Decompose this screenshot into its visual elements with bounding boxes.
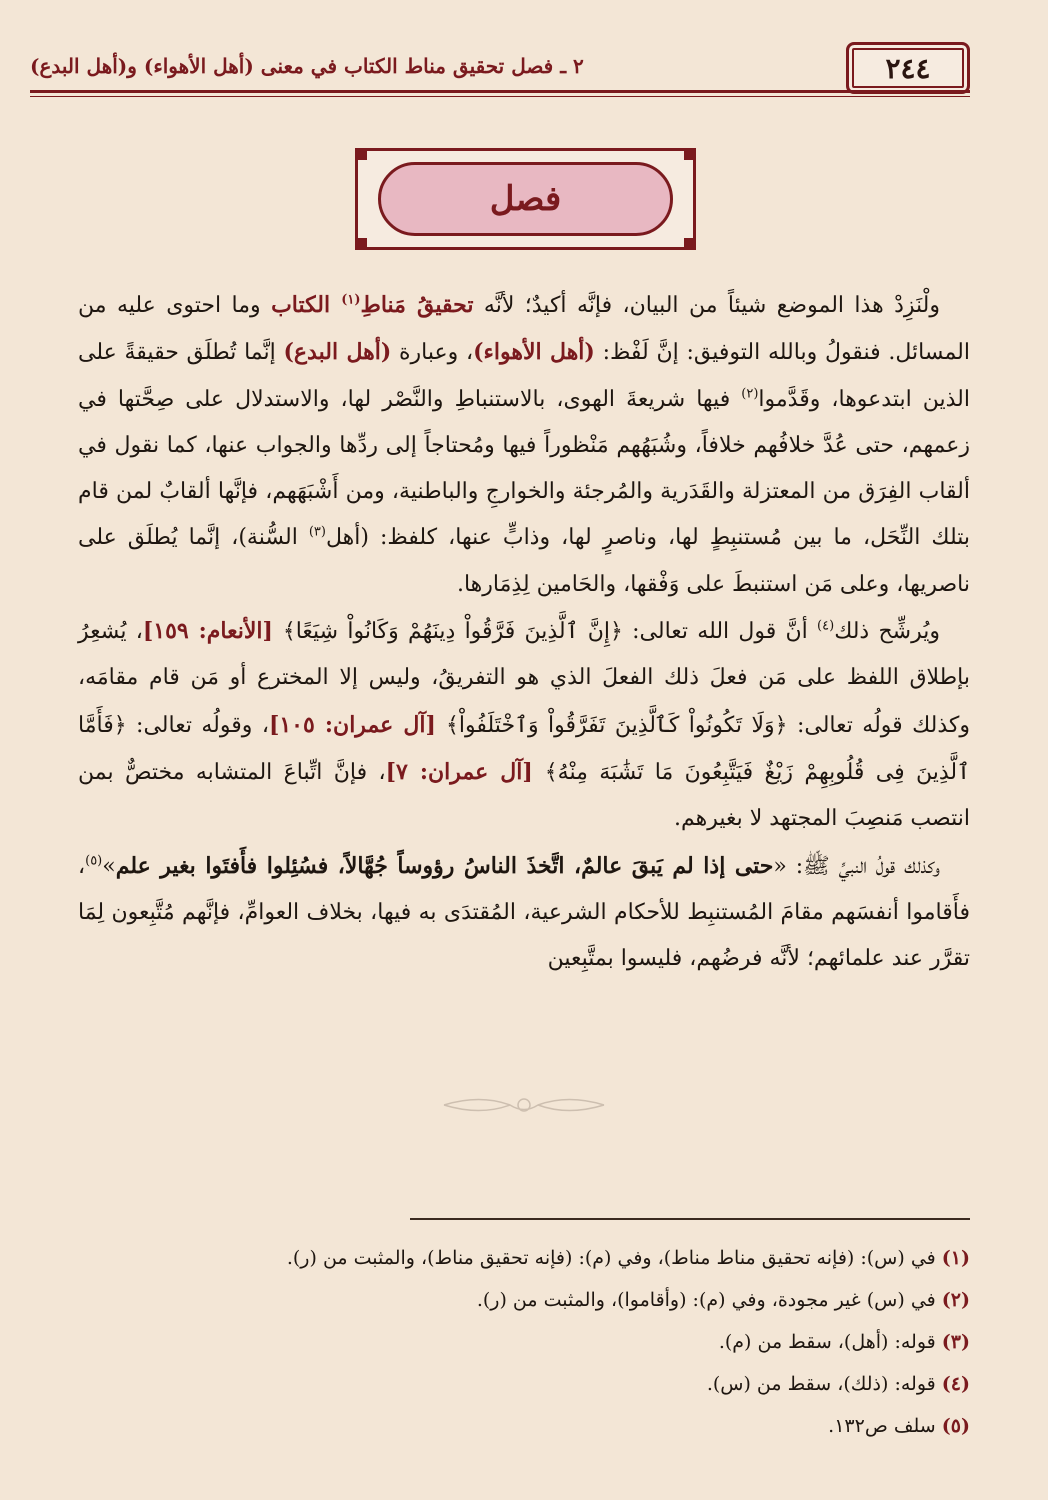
banner-corner: [684, 238, 696, 250]
text-run: إنَّما تُطلَق حقيقةً على الذين ابتدعوها، وقَدَّموا: [78, 340, 970, 412]
ornament-divider-icon: [440, 1090, 608, 1120]
banner-corner: [355, 148, 367, 160]
verse-reference: [الأنعام: ١٥٩]: [142, 618, 283, 645]
footnote: [78, 1405, 970, 1447]
paragraph-2: [78, 608, 970, 842]
footnote-text: في (س): (فإنه تحقيق مناط مناط)، وفي (م): (فإنه تحقيق مناط)، والمثبت من (ر).: [286, 1247, 942, 1269]
footnote-text: في (س) غير مجودة، وفي (م): (وأقاموا)، والمثبت من (ر).: [476, 1289, 942, 1311]
paragraph-1: [78, 282, 970, 608]
key-term: (أهل الأهواء): [473, 339, 595, 366]
banner-corner: [355, 238, 367, 250]
section-banner: [355, 148, 696, 250]
footnote-number: (٢): [941, 1289, 970, 1311]
text-run: وما احتوى عليه من المسائل. فنقولُ وبالله التوفيق: إنَّ لَفْظ:: [78, 293, 970, 366]
text-run: ، وقولُه تعالى:: [126, 712, 269, 738]
text-run: السُّنة)، إنَّما يُطلَق على ناصريها، وعلى مَن استنبطَ على وَفْقها، والحَامين لِذِمَارها.: [78, 525, 970, 597]
text-run: ويُرشِّح ذلك: [834, 619, 940, 645]
footnote-number: (١): [941, 1247, 970, 1269]
footnote-ref: (٥): [85, 853, 103, 869]
banner-corner: [684, 148, 696, 160]
key-term: الكتاب: [271, 292, 342, 318]
footnote-ref: (٣): [308, 525, 326, 541]
footnote-text: قوله: (ذلك)، سقط من (س).: [706, 1373, 942, 1395]
footnotes: [78, 1237, 970, 1447]
key-term: (أهل البدع): [283, 339, 392, 366]
footnote-separator: [410, 1218, 970, 1220]
footnote-number: (٥): [941, 1415, 970, 1437]
page-number: ٢٤٤: [846, 42, 970, 94]
header-rule-thin: [30, 96, 970, 97]
running-title: ٢ ـ فصل تحقيق مناط الكتاب في معنى (أهل الأهواء) و(أهل البدع): [30, 54, 584, 78]
verse-reference: [آل عمران: ٧]: [385, 758, 545, 785]
footnote-ref: (٤): [817, 618, 835, 634]
footnote: [78, 1279, 970, 1321]
footnote-text: سلف ص١٣٢.: [828, 1415, 942, 1437]
quran-verse: ﴿إِنَّ ٱلَّذِينَ فَرَّقُواْ دِينَهُمْ وَكَانُواْ شِيَعًا﴾: [282, 619, 623, 645]
footnote-number: (٣): [941, 1331, 970, 1353]
footnote-text: قوله: (أهل)، سقط من (م).: [718, 1331, 942, 1353]
text-run: ، فإنَّ اتِّباعَ المتشابه مختصٌّ بمن انتصب مَنصِبَ المجتهد لا بغيرهم.: [78, 759, 970, 832]
footnote: [78, 1363, 970, 1405]
text-run: ، يُشعِرُ بإطلاق اللفظ على مَن فعلَ ذلك الفعلَ الذي هو التفريقُ، وليس إلا المخترع أو مَن قام مقامَه، وكذلك قولُه تعالى:: [78, 619, 971, 738]
key-term: تحقيقُ مَناطِ: [360, 292, 474, 318]
body-text: [78, 282, 970, 982]
text-run: ، وعبارة: [391, 340, 474, 366]
section-title: فصل: [378, 162, 673, 236]
quran-verse: ﴿فَأَمَّا ٱلَّذِينَ فِى قُلُوبِهِمْ زَيْغٌ فَيَتَّبِعُونَ مَا تَشَٰبَهَ مِنْهُ﴾: [78, 712, 970, 785]
footnote-number: (٤): [941, 1373, 970, 1395]
hadith-text: حتى إذا لم يَبقَ عالمٌ، اتَّخذَ الناسُ رؤوساً جُهَّالاً، فسُئِلوا فأَفتَوا بغير علم: [115, 852, 774, 879]
footnote-ref: (٢): [741, 386, 759, 402]
header-rule: [30, 90, 970, 93]
text-run: فيها شريعةَ الهوى، بالاستنباطِ والنَّصْر لها، والاستدلال على صِحَّتها في زعمهم، حتى عُدَّ خلافُهم خلافاً، وشُبَهُهم مَنْظوراً فيها ومُحتاجاً إلى ردِّها والجواب عنها، كما نقول في ألقاب الفِرَق من المعتزلة والقَدَرية والمُرجئة والخوارجِ والباطنية، ومن أَشْبَهَهم، فإنَّها ألقابٌ لمن قام بتلك النِّحَل، ما بين مُستنبِطٍ لها، وناصرٍ لها، وذابٍّ عنها، كلفظ: (أهل: [78, 386, 970, 551]
text-run: »: [102, 853, 116, 879]
text-run: أنَّ قول الله تعالى:: [622, 619, 818, 645]
paragraph-3: [78, 843, 970, 983]
verse-reference: [آل عمران: ١٠٥]: [268, 711, 447, 738]
quran-verse: ﴿وَلَا تَكُونُواْ كَٱلَّذِينَ تَفَرَّقُواْ وَٱخْتَلَفُواْ﴾: [446, 712, 788, 738]
page-header: [30, 38, 970, 100]
text-run: ، فأَقاموا أنفسَهم مقامَ المُستنبِط للأحكام الشرعية، المُقتدَى به فيها، بخلاف العوامِّ، فإنَّهم مُتَّبِعون لِمَا تقرَّر عند علمائهم؛ لأنَّه فرضُهم، فليسوا بمتَّبِعين: [78, 853, 970, 972]
text-run: ولْنَزِدْ هذا الموضع شيئاً من البيان، فإنَّه أكيدٌ؛ لأنَّه: [473, 293, 941, 318]
text-run: وكذلك قولُ النبيِّ ﷺ: «: [773, 853, 940, 879]
footnote: [78, 1237, 970, 1279]
footnote: [78, 1321, 970, 1363]
footnote-ref: (١): [341, 292, 361, 308]
